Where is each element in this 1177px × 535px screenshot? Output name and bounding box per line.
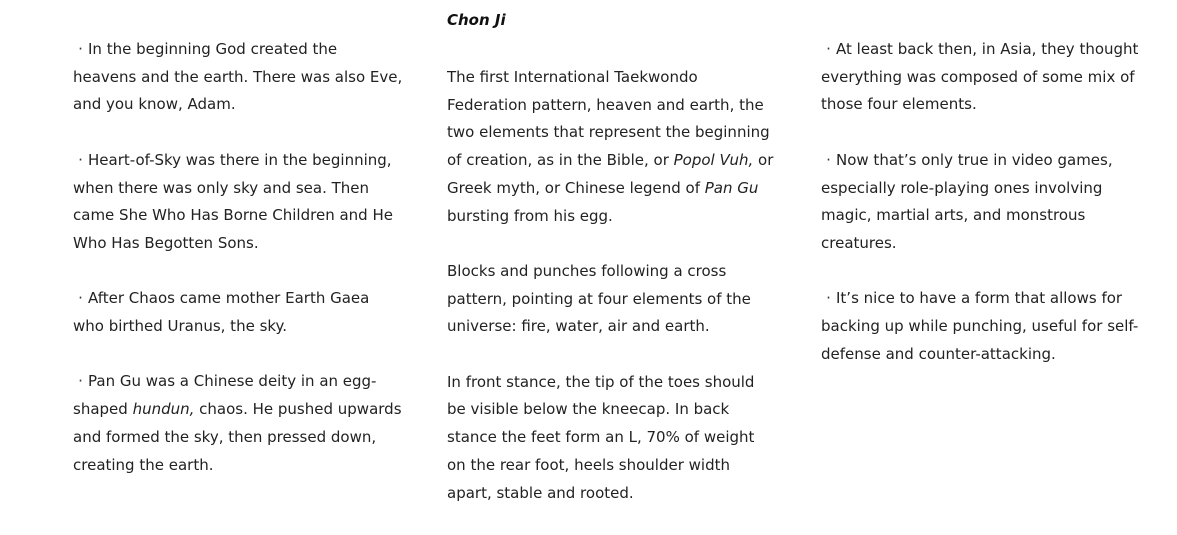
right-column: [821, 36, 1151, 396]
left-paragraph-3: · After Chaos came mother Earth Gaea who birthed Uranus, the sky.: [73, 285, 403, 340]
right-paragraph-2: · Now that’s only true in video games, especially role-playing ones involving magic, martial arts, and monstrous creatures.: [821, 147, 1151, 258]
bullet-icon: ·: [78, 372, 83, 391]
bullet-icon: ·: [78, 289, 83, 308]
bullet-icon: ·: [826, 40, 831, 58]
bullet-icon: ·: [78, 150, 83, 169]
bullet-icon: ·: [826, 150, 831, 169]
middle-paragraph-2: Blocks and punches following a cross pattern, pointing at four elements of the universe: fire, water, air and earth.: [447, 261, 751, 336]
bullet-icon: ·: [78, 40, 83, 58]
left-paragraph-4: · Pan Gu was a Chinese deity in an egg-shaped hundun, chaos. He pushed upwards and formed the sky, then pressed down, creating the earth.: [73, 368, 403, 479]
right-paragraph-1: · At least back then, in Asia, they thought everything was composed of some mix of those four elements.: [821, 36, 1151, 119]
left-paragraph-1: · In the beginning God created the heavens and the earth. There was also Eve, and you know, Adam.: [73, 36, 403, 119]
left-column: [73, 36, 403, 507]
bullet-icon: ·: [826, 289, 831, 308]
middle-column: [447, 64, 777, 535]
right-paragraph-3: · It’s nice to have a form that allows for backing up while punching, useful for self-defense and counter-attacking.: [821, 285, 1151, 368]
middle-paragraph-3: In front stance, the tip of the toes should be visible below the kneecap. In back stance the feet form an L, 70% of weight on the rear foot, heels shoulder width apart, stable and rooted.: [447, 372, 755, 502]
left-paragraph-2: · Heart-of-Sky was there in the beginning, when there was only sky and sea. Then came She Who Has Borne Children and He Who Has Begotten Sons.: [73, 147, 403, 258]
middle-paragraph-1: The first International Taekwondo Federation pattern, heaven and earth, the two elements that represent the beginning of creation, as in the Bible, or Popol Vuh, or Greek myth, or Chinese legend of Pan Gu bursting from his egg.: [447, 68, 774, 225]
page-title: Chon Ji: [447, 11, 506, 29]
